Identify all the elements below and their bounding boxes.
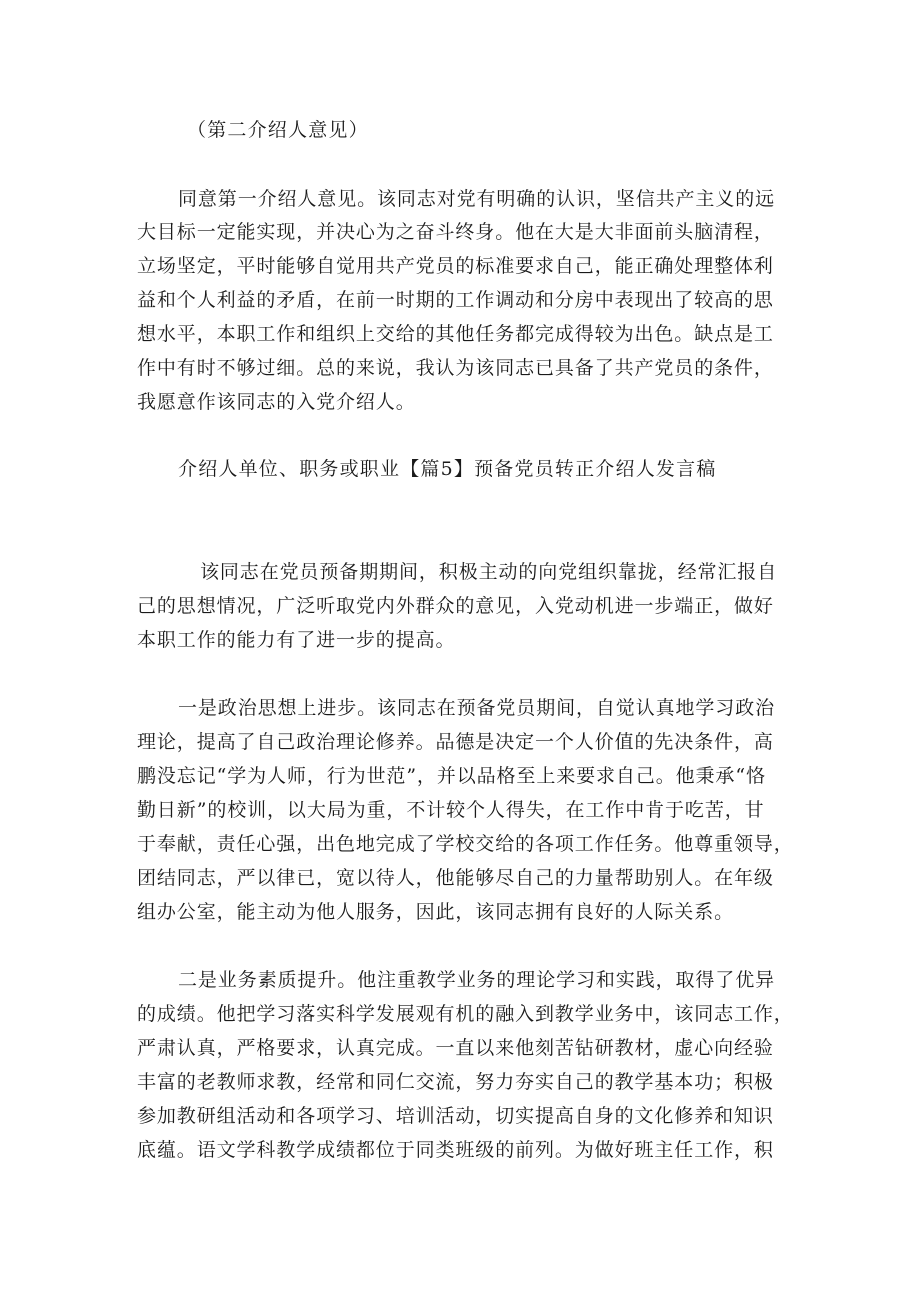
- paragraph-line: 该同志在党员预备期期间，积极主动的向党组织靠拢，经常汇报自: [200, 561, 778, 583]
- paragraph-line: 于奉献，责任心强，出色地完成了学校交给的各项工作任务。他尊重领导，: [137, 833, 794, 855]
- paragraph-line: 的成绩。他把学习落实科学发展观有机的融入到教学业务中，该同志工作，: [137, 1003, 794, 1025]
- paragraph-line: 益和个人利益的矛盾，在前一时期的工作调动和分房中表现出了较高的思: [137, 289, 774, 311]
- section-heading: （第二介绍人意见）: [187, 119, 369, 141]
- paragraph-line: 大目标一定能实现，并决心为之奋斗终身。他在大是大非面前头脑清程，: [137, 221, 774, 243]
- paragraph-line: 勤日新”的校训，以大局为重，不计较个人得失，在工作中肯于吃苦，甘: [137, 799, 765, 821]
- paragraph-line: 团结同志，严以律已，宽以待人，他能够尽自己的力量帮助别人。在年级: [137, 867, 774, 889]
- paragraph-line: 本职工作的能力有了进一步的提高。: [137, 629, 456, 651]
- paragraph-line: 理论，提高了自己政治理论修养。品德是决定一个人价值的先决条件，高: [137, 731, 774, 753]
- paragraph-line: 同意第一介绍人意见。该同志对党有明确的认识，坚信共产主义的远: [178, 188, 776, 210]
- paragraph-line: 严肃认真，严格要求，认真完成。一直以来他刻苦钻研教材，虚心向经验: [137, 1037, 774, 1059]
- paragraph-line: 一是政治思想上进步。该同志在预备党员期间，自觉认真地学习政治: [178, 697, 776, 719]
- paragraph-line: 我愿意作该同志的入党介绍人。: [137, 391, 416, 413]
- paragraph-line: 二是业务素质提升。他注重教学业务的理论学习和实践，取得了优异: [178, 969, 776, 991]
- paragraph-line: 立场坚定，平时能够自觉用共产党员的标准要求自己，能正确处理整体利: [137, 255, 774, 277]
- paragraph-line: 组办公室，能主动为他人服务，因此，该同志拥有良好的人际关系。: [137, 901, 735, 923]
- paragraph-line: 鹏没忘记“学为人师，行为世范”，并以品格至上来要求自己。他秉承“恪: [137, 765, 766, 787]
- paragraph-line: 底蕴。语文学科教学成绩都位于同类班级的前列。为做好班主任工作，积: [137, 1139, 774, 1161]
- paragraph-line: 参加教研组活动和各项学习、培训活动，切实提高自身的文化修养和知识: [137, 1105, 774, 1127]
- paragraph-line: 己的思想情况，广泛听取党内外群众的意见，入党动机进一步端正，做好: [137, 595, 774, 617]
- unit-title: 介绍人单位、职务或职业【篇5】预备党员转正介绍人发言稿: [178, 458, 717, 480]
- paragraph-line: 丰富的老教师求教，经常和同仁交流，努力夯实自己的教学基本功；积极: [137, 1071, 774, 1093]
- paragraph-line: 作中有时不够过细。总的来说，我认为该同志已具备了共产党员的条件，: [137, 357, 774, 379]
- paragraph-line: 想水平，本职工作和组织上交给的其他任务都完成得较为出色。缺点是工: [137, 323, 774, 345]
